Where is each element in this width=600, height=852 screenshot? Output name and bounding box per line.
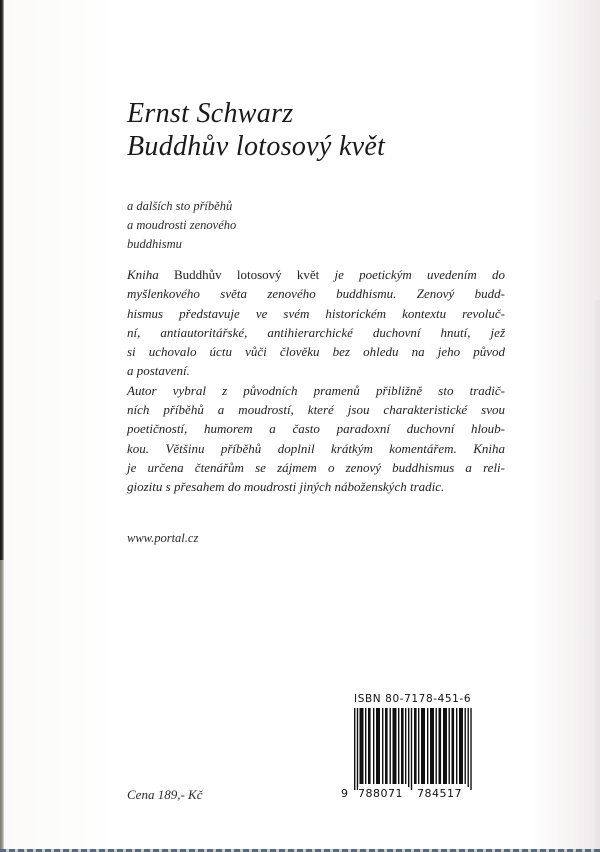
blurb-line: ních příběhů a moudrostí, které jsou charakteristické svou — [127, 402, 505, 418]
blurb-title-reference: Buddhův lotosový květ — [174, 267, 320, 282]
spine-edge-lower — [0, 560, 4, 852]
isbn-label: ISBN 80-7178-451-6 — [354, 693, 472, 705]
price-label: Cena 189,- Kč — [127, 787, 203, 802]
subtitle-line: a dalších sto příběhů — [127, 199, 233, 213]
blurb-fragment: je poetickým uvedením do — [319, 267, 505, 282]
blurb-line: giozitu s přesahem do moudrosti jiných náboženských tradic. — [127, 479, 445, 495]
blurb-line: hismus představuje ve svém historickém kontextu revoluč- — [127, 305, 505, 321]
ean-right-group: 784517 — [417, 787, 469, 800]
subtitle-line: buddhismu — [127, 237, 182, 251]
blurb-line: kou. Většinu příběhů doplnil krátkým komentářem. Kniha — [127, 440, 505, 456]
subtitle — [127, 197, 236, 254]
blurb-line: si uchovalo úctu vůči člověku bez ohledu na jeho původ — [127, 344, 505, 360]
author-name: Ernst Schwarz — [127, 98, 294, 129]
blurb-line: poetičností, humorem a často paradoxní duchovní hloub- — [127, 421, 505, 437]
blurb-fragment: Kniha — [127, 267, 174, 282]
isbn-barcode — [340, 693, 490, 803]
blurb-line: ní, antiautoritářské, antihierarchické duchovní hnutí, jež — [127, 324, 505, 340]
blurb-line: myšlenkového světa zenového buddhismu. Zenový budd- — [127, 286, 505, 302]
subtitle-line: a moudrosti zenového — [127, 218, 237, 232]
ean-first-digit: 9 — [341, 787, 348, 800]
barcode-icon — [354, 708, 472, 790]
book-title: Buddhův lotosový květ — [127, 131, 386, 162]
page-edge-shadow — [592, 300, 600, 852]
blurb-text — [127, 265, 505, 497]
blurb-line: a postavení. — [127, 363, 190, 379]
publisher-website: www.portal.cz — [127, 531, 199, 545]
blurb-line — [127, 265, 505, 284]
blurb-line: Autor vybral z původních pramenů přibližně sto tradič- — [127, 382, 505, 398]
ean-left-group: 788071 — [358, 787, 410, 800]
blurb-line: je určena čtenářům se zájmem o zenový buddhismus a reli- — [127, 459, 505, 475]
